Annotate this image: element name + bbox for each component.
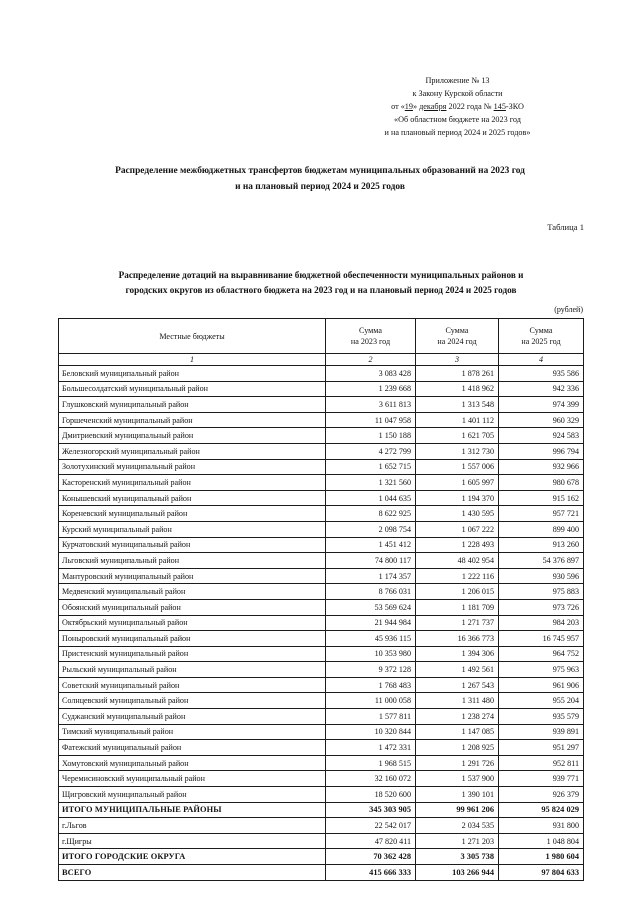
page-title — [56, 163, 584, 195]
cell-municipality-name: Советский муниципальный район — [59, 677, 326, 693]
cell-sum-2023: 1 174 357 — [326, 568, 416, 584]
budget-table-body — [59, 366, 584, 881]
cell-sum-2024: 2 034 535 — [416, 818, 499, 834]
cell-municipality-name: Октябрьский муниципальный район — [59, 615, 326, 631]
cell-municipality-name: Горшеченский муниципальный район — [59, 412, 326, 428]
budget-table — [58, 318, 584, 881]
cell-sum-2025: 54 376 897 — [499, 553, 584, 569]
table-row — [59, 693, 584, 709]
cell-sum-2023: 415 666 333 — [326, 865, 416, 881]
cell-sum-2024: 1 228 493 — [416, 537, 499, 553]
cell-sum-2024: 1 390 101 — [416, 787, 499, 803]
column-header-2025 — [499, 319, 584, 354]
table-row — [59, 615, 584, 631]
cell-sum-2023: 1 652 715 — [326, 459, 416, 475]
reference-line-appendix: Приложение № 13 — [425, 76, 490, 85]
cell-municipality-name: Кореневский муниципальный район — [59, 506, 326, 522]
cell-sum-2023: 8 766 031 — [326, 584, 416, 600]
table-row — [59, 787, 584, 803]
table-row — [59, 553, 584, 569]
cell-sum-2023: 47 820 411 — [326, 833, 416, 849]
cell-sum-2025: 984 203 — [499, 615, 584, 631]
table-row — [59, 646, 584, 662]
cell-sum-2023: 32 160 072 — [326, 771, 416, 787]
table-row — [59, 506, 584, 522]
table-row — [59, 740, 584, 756]
cell-sum-2024: 1 267 543 — [416, 677, 499, 693]
cell-sum-2024: 1 878 261 — [416, 366, 499, 382]
cell-municipality-name: Глушковский муниципальный район — [59, 397, 326, 413]
table-row — [59, 459, 584, 475]
cell-sum-2024: 1 291 726 — [416, 755, 499, 771]
cell-municipality-name: Обоянский муниципальный район — [59, 599, 326, 615]
column-header-2023-line2: на 2023 год — [350, 337, 391, 346]
cell-sum-2023: 1 044 635 — [326, 490, 416, 506]
cell-sum-2025: 924 583 — [499, 428, 584, 444]
cell-municipality-name: ВСЕГО — [59, 865, 326, 881]
cell-sum-2025: 957 721 — [499, 506, 584, 522]
cell-sum-2025: 975 963 — [499, 662, 584, 678]
cell-sum-2025: 930 596 — [499, 568, 584, 584]
table-row — [59, 521, 584, 537]
units-label: (рублей) — [554, 305, 583, 314]
cell-sum-2025: 932 966 — [499, 459, 584, 475]
table-row — [59, 818, 584, 834]
cell-municipality-name: Курчатовский муниципальный район — [59, 537, 326, 553]
cell-municipality-name: ИТОГО ГОРОДСКИЕ ОКРУГА — [59, 849, 326, 865]
cell-sum-2023: 21 944 984 — [326, 615, 416, 631]
cell-sum-2025: 1 980 604 — [499, 849, 584, 865]
cell-municipality-name: Курский муниципальный район — [59, 521, 326, 537]
cell-sum-2025: 935 579 — [499, 709, 584, 725]
reference-line-law: к Закону Курской области — [412, 89, 503, 98]
table-title — [56, 268, 586, 298]
cell-sum-2025: 931 800 — [499, 818, 584, 834]
cell-sum-2025: 913 260 — [499, 537, 584, 553]
budget-table-head — [59, 319, 584, 366]
cell-sum-2023: 2 098 754 — [326, 521, 416, 537]
cell-municipality-name: Фатежский муниципальный район — [59, 740, 326, 756]
reference-line-budget-2: и на плановый период 2024 и 2025 годов» — [384, 128, 531, 137]
cell-sum-2023: 1 451 412 — [326, 537, 416, 553]
table-row — [59, 490, 584, 506]
table-row — [59, 381, 584, 397]
cell-sum-2025: 1 048 804 — [499, 833, 584, 849]
cell-municipality-name: г.Щигры — [59, 833, 326, 849]
column-header-2025-line1: Сумма — [529, 326, 553, 335]
table-row — [59, 865, 584, 881]
column-number-4: 4 — [499, 354, 584, 366]
cell-sum-2024: 103 266 944 — [416, 865, 499, 881]
table-row — [59, 709, 584, 725]
cell-sum-2024: 1 313 548 — [416, 397, 499, 413]
cell-sum-2023: 1 472 331 — [326, 740, 416, 756]
cell-sum-2025: 915 162 — [499, 490, 584, 506]
cell-sum-2024: 1 394 306 — [416, 646, 499, 662]
column-number-1: 1 — [59, 354, 326, 366]
cell-sum-2025: 996 794 — [499, 443, 584, 459]
cell-municipality-name: Мантуровский муниципальный район — [59, 568, 326, 584]
cell-municipality-name: Беловский муниципальный район — [59, 366, 326, 382]
cell-sum-2024: 16 366 773 — [416, 631, 499, 647]
cell-municipality-name: Солнцевский муниципальный район — [59, 693, 326, 709]
cell-sum-2023: 8 622 925 — [326, 506, 416, 522]
cell-sum-2024: 1 430 595 — [416, 506, 499, 522]
cell-municipality-name: Суджанский муниципальный район — [59, 709, 326, 725]
cell-sum-2024: 1 605 997 — [416, 475, 499, 491]
cell-sum-2025: 973 726 — [499, 599, 584, 615]
cell-municipality-name: Железногорский муниципальный район — [59, 443, 326, 459]
table-row — [59, 537, 584, 553]
cell-sum-2024: 1 271 203 — [416, 833, 499, 849]
cell-sum-2023: 345 303 905 — [326, 802, 416, 818]
cell-sum-2023: 10 320 844 — [326, 724, 416, 740]
cell-municipality-name: г.Льгов — [59, 818, 326, 834]
table-row — [59, 475, 584, 491]
cell-sum-2025: 939 771 — [499, 771, 584, 787]
table-row — [59, 366, 584, 382]
page-title-line-2: и на плановый период 2024 и 2025 годов — [235, 182, 405, 192]
cell-sum-2023: 1 239 668 — [326, 381, 416, 397]
cell-municipality-name: ИТОГО МУНИЦИПАЛЬНЫЕ РАЙОНЫ — [59, 802, 326, 818]
table-row — [59, 849, 584, 865]
column-number-row — [59, 354, 584, 366]
cell-sum-2025: 95 824 029 — [499, 802, 584, 818]
reference-date-prefix: от « — [391, 102, 405, 111]
cell-sum-2023: 1 968 515 — [326, 755, 416, 771]
cell-sum-2024: 1 537 900 — [416, 771, 499, 787]
table-row — [59, 599, 584, 615]
cell-sum-2025: 964 752 — [499, 646, 584, 662]
cell-municipality-name: Хомутовский муниципальный район — [59, 755, 326, 771]
table-row — [59, 631, 584, 647]
budget-table-header-row — [59, 319, 584, 354]
cell-sum-2024: 1 271 737 — [416, 615, 499, 631]
column-header-2023 — [326, 319, 416, 354]
cell-sum-2023: 3 611 813 — [326, 397, 416, 413]
cell-sum-2025: 16 745 957 — [499, 631, 584, 647]
table-row — [59, 677, 584, 693]
column-number-2: 2 — [326, 354, 416, 366]
cell-sum-2023: 45 936 115 — [326, 631, 416, 647]
cell-sum-2024: 1 194 370 — [416, 490, 499, 506]
cell-sum-2024: 3 305 738 — [416, 849, 499, 865]
column-header-name — [59, 319, 326, 354]
budget-table-container — [58, 318, 583, 881]
table-row — [59, 833, 584, 849]
table-row — [59, 428, 584, 444]
cell-sum-2024: 1 208 925 — [416, 740, 499, 756]
cell-sum-2023: 74 800 117 — [326, 553, 416, 569]
reference-law-number: 145 — [493, 102, 506, 111]
table-row — [59, 802, 584, 818]
cell-sum-2024: 48 402 954 — [416, 553, 499, 569]
cell-sum-2023: 1 577 811 — [326, 709, 416, 725]
table-row — [59, 412, 584, 428]
table-title-line-1: Распределение дотаций на выравнивание бюджетной обеспеченности муниципальных районов и — [118, 270, 524, 280]
cell-sum-2023: 11 000 058 — [326, 693, 416, 709]
cell-sum-2024: 1 621 705 — [416, 428, 499, 444]
cell-sum-2024: 1 147 085 — [416, 724, 499, 740]
reference-date-year: 2022 года № — [446, 102, 494, 111]
cell-sum-2023: 70 362 428 — [326, 849, 416, 865]
table-row — [59, 584, 584, 600]
cell-sum-2025: 975 883 — [499, 584, 584, 600]
cell-sum-2023: 1 768 483 — [326, 677, 416, 693]
cell-municipality-name: Тимский муниципальный район — [59, 724, 326, 740]
reference-date-sep: » — [412, 102, 420, 111]
cell-municipality-name: Черемисиновский муниципальный район — [59, 771, 326, 787]
table-row — [59, 568, 584, 584]
cell-sum-2024: 1 492 561 — [416, 662, 499, 678]
column-header-2025-line2: на 2025 год — [521, 337, 561, 346]
cell-municipality-name: Конышевский муниципальный район — [59, 490, 326, 506]
cell-sum-2025: 926 379 — [499, 787, 584, 803]
cell-sum-2025: 952 811 — [499, 755, 584, 771]
table-row — [59, 724, 584, 740]
cell-sum-2023: 10 353 980 — [326, 646, 416, 662]
column-header-2024-line2: на 2024 год — [437, 337, 477, 346]
document-reference-block — [330, 74, 585, 139]
cell-sum-2025: 980 678 — [499, 475, 584, 491]
cell-municipality-name: Щигровский муниципальный район — [59, 787, 326, 803]
column-header-2024-line1: Сумма — [445, 326, 469, 335]
cell-sum-2025: 899 400 — [499, 521, 584, 537]
cell-sum-2025: 974 399 — [499, 397, 584, 413]
table-row — [59, 662, 584, 678]
cell-sum-2024: 1 418 962 — [416, 381, 499, 397]
cell-municipality-name: Касторенский муниципальный район — [59, 475, 326, 491]
cell-sum-2023: 9 372 128 — [326, 662, 416, 678]
cell-sum-2024: 1 238 274 — [416, 709, 499, 725]
cell-municipality-name: Поныровский муниципальный район — [59, 631, 326, 647]
cell-sum-2025: 951 297 — [499, 740, 584, 756]
cell-sum-2023: 1 150 188 — [326, 428, 416, 444]
cell-sum-2025: 955 204 — [499, 693, 584, 709]
cell-sum-2025: 961 906 — [499, 677, 584, 693]
column-header-name-line1: Местные бюджеты — [159, 331, 225, 341]
table-row — [59, 755, 584, 771]
cell-municipality-name: Золотухинский муниципальный район — [59, 459, 326, 475]
cell-sum-2024: 1 311 480 — [416, 693, 499, 709]
cell-sum-2025: 935 586 — [499, 366, 584, 382]
cell-sum-2024: 1 067 222 — [416, 521, 499, 537]
table-number-label: Таблица 1 — [547, 222, 584, 232]
cell-municipality-name: Большесолдатский муниципальный район — [59, 381, 326, 397]
cell-sum-2024: 1 312 730 — [416, 443, 499, 459]
cell-sum-2023: 3 083 428 — [326, 366, 416, 382]
cell-sum-2025: 939 891 — [499, 724, 584, 740]
cell-sum-2025: 960 329 — [499, 412, 584, 428]
reference-date-month: декабря — [419, 102, 447, 111]
cell-sum-2024: 99 961 206 — [416, 802, 499, 818]
cell-municipality-name: Льговский муниципальный район — [59, 553, 326, 569]
cell-sum-2023: 11 047 958 — [326, 412, 416, 428]
cell-sum-2024: 1 222 116 — [416, 568, 499, 584]
cell-municipality-name: Пристенский муниципальный район — [59, 646, 326, 662]
reference-line-budget-1: «Об областном бюджете на 2023 год — [394, 115, 521, 124]
cell-sum-2025: 942 336 — [499, 381, 584, 397]
table-title-line-2: городских округов из областного бюджета на 2023 год и на плановый период 2024 и 2025 годов — [125, 285, 517, 295]
cell-sum-2023: 1 321 560 — [326, 475, 416, 491]
cell-sum-2023: 4 272 799 — [326, 443, 416, 459]
cell-sum-2025: 97 804 633 — [499, 865, 584, 881]
cell-sum-2023: 53 569 624 — [326, 599, 416, 615]
cell-sum-2024: 1 206 015 — [416, 584, 499, 600]
cell-sum-2023: 18 520 600 — [326, 787, 416, 803]
cell-municipality-name: Рыльский муниципальный район — [59, 662, 326, 678]
cell-sum-2024: 1 557 006 — [416, 459, 499, 475]
table-row — [59, 397, 584, 413]
table-row — [59, 771, 584, 787]
column-number-3: 3 — [416, 354, 499, 366]
reference-line-date — [330, 100, 585, 113]
reference-law-suffix: -ЗКО — [505, 102, 524, 111]
cell-sum-2023: 22 542 017 — [326, 818, 416, 834]
cell-municipality-name: Дмитриевский муниципальный район — [59, 428, 326, 444]
table-row — [59, 443, 584, 459]
reference-date-day: 19 — [404, 102, 413, 111]
page-title-line-1: Распределение межбюджетных трансфертов бюджетам муниципальных образований на 2023 год — [115, 166, 525, 176]
cell-municipality-name: Медвенский муниципальный район — [59, 584, 326, 600]
cell-sum-2024: 1 181 709 — [416, 599, 499, 615]
column-header-2023-line1: Сумма — [359, 326, 382, 335]
column-header-2024 — [416, 319, 499, 354]
cell-sum-2024: 1 401 112 — [416, 412, 499, 428]
